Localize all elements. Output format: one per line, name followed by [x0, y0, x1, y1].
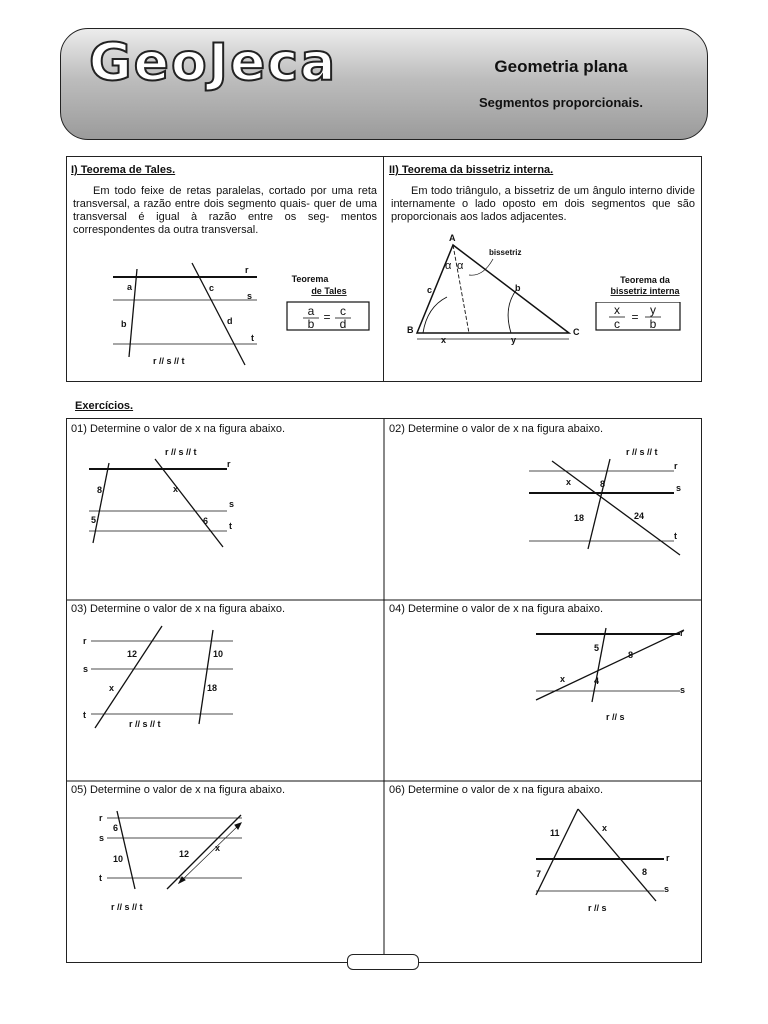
ex06-v1: 11 — [550, 828, 560, 838]
ex03-v1: 12 — [127, 649, 138, 659]
exercise-02-label: 02) Determine o valor de x na figura abaixo. — [389, 423, 604, 435]
ex01-s: s — [229, 499, 235, 509]
bis-formula — [595, 302, 695, 334]
ex06-s: s — [664, 884, 670, 894]
tales-label-a: a — [127, 282, 133, 292]
ex06-r: r — [666, 853, 670, 863]
bis-box-title-2: bissetriz interna — [610, 286, 680, 296]
ex06-v4: 8 — [642, 867, 648, 877]
ex03-v2: 10 — [213, 649, 224, 659]
ex06-v3: 7 — [536, 869, 542, 879]
ex02-v1: x — [566, 477, 572, 487]
ex06-note: r // s — [588, 903, 607, 913]
exercise-06-label: 06) Determine o valor de x na figura abaixo. — [389, 784, 604, 796]
ex05-v3: 12 — [179, 849, 190, 859]
ex02-v3: 18 — [574, 513, 585, 523]
ex05-v2: 10 — [113, 854, 124, 864]
tales-title: I) Teorema de Tales. — [71, 164, 176, 176]
logo: GeoJeca — [89, 33, 338, 93]
ex02-s: s — [676, 483, 682, 493]
ex01-r: r — [227, 459, 231, 469]
ex04-note: r // s — [606, 712, 625, 722]
bis-formula-d1: c — [614, 317, 620, 331]
ex01-note: r // s // t — [165, 447, 197, 457]
ex05-s: s — [99, 833, 105, 843]
tales-label-c: c — [209, 283, 215, 293]
bis-label-bissetriz: bissetriz — [489, 248, 522, 257]
exercise-05-label: 05) Determine o valor de x na figura abaixo. — [71, 784, 286, 796]
ex02-r: r — [674, 461, 678, 471]
bissetriz-text: Em todo triângulo, a bissetriz de um ângulo interno divide internamente o lado oposto em dois segmentos que são proporcionais aos lados adjacentes. — [391, 185, 695, 223]
bis-label-B: B — [407, 325, 414, 335]
bis-label-b: b — [515, 283, 521, 293]
ex06-v2: x — [602, 823, 608, 833]
ex01-t: t — [229, 521, 232, 531]
ex03-r: r — [83, 636, 87, 646]
page-tab — [347, 954, 419, 970]
ex01-v1: 8 — [97, 485, 103, 495]
tales-box-title-1: Teorema — [291, 274, 329, 284]
ex05-note: r // s // t — [111, 902, 143, 912]
bissetriz-figure — [383, 157, 701, 381]
ex05-t: t — [99, 873, 102, 883]
ex05-v4: x — [215, 843, 221, 853]
bis-label-x: x — [441, 335, 447, 345]
bis-formula-d2: b — [649, 317, 657, 331]
tales-label-b: b — [121, 319, 127, 329]
ex04-r: r — [680, 628, 684, 638]
tales-label-t: t — [251, 333, 254, 343]
tales-formula-n1: a — [307, 304, 315, 318]
tales-formula-d2: d — [339, 317, 347, 331]
tales-formula-n2: c — [340, 304, 346, 318]
ex01-v3: x — [173, 484, 179, 494]
ex04-v1: 5 — [594, 643, 600, 653]
tales-box-title-2: de Tales — [311, 286, 347, 296]
bissetriz-title: II) Teorema da bissetriz interna. — [389, 164, 554, 176]
ex04-s: s — [680, 685, 686, 695]
svg-text:=: = — [323, 310, 331, 324]
svg-text:=: = — [631, 310, 639, 324]
page-header — [60, 28, 708, 140]
ex03-v4: 18 — [207, 683, 218, 693]
exercise-04-figure — [384, 600, 701, 781]
tales-figure — [67, 157, 383, 381]
ex02-t: t — [674, 531, 677, 541]
tales-text: Em todo feixe de retas paralelas, cortado por uma reta transversal, a razão entre dois segmento quais- quer de uma transversal é igual à razão entre os seg- mentos correspondentes da outra transversal. — [73, 185, 377, 236]
bis-label-c: c — [427, 285, 433, 295]
bis-formula-n2: y — [650, 303, 656, 317]
ex02-v4: 24 — [634, 511, 645, 521]
exercise-03-label: 03) Determine o valor de x na figura abaixo. — [71, 603, 286, 615]
ex01-v4: 6 — [203, 516, 209, 526]
ex03-s: s — [83, 664, 89, 674]
exercises-title: Exercícios. — [75, 400, 134, 412]
ex03-t: t — [83, 710, 86, 720]
bis-label-A: A — [449, 233, 456, 243]
tales-label-d: d — [227, 316, 233, 326]
bis-label-C: C — [573, 327, 580, 337]
ex03-v3: x — [109, 683, 115, 693]
tales-formula-d1: b — [307, 317, 315, 331]
ex04-v4: 4 — [594, 676, 600, 686]
exercise-01-figure — [67, 419, 384, 600]
theory-box — [66, 156, 702, 382]
bis-alpha-2: α — [457, 260, 464, 272]
ex04-v2: 8 — [628, 650, 634, 660]
ex05-r: r — [99, 813, 103, 823]
exercise-05-figure — [67, 781, 384, 962]
page-title: Geometria plana — [494, 57, 628, 76]
exercise-06-figure — [384, 781, 701, 962]
ex01-v2: 5 — [91, 515, 97, 525]
exercise-03-figure — [67, 600, 384, 781]
exercise-02-figure — [384, 419, 701, 600]
bis-alpha-1: α — [445, 260, 452, 272]
bis-box-title-1: Teorema da — [620, 275, 670, 285]
ex02-note: r // s // t — [626, 447, 658, 457]
bis-formula-n1: x — [614, 303, 620, 317]
exercise-04-label: 04) Determine o valor de x na figura abaixo. — [389, 603, 604, 615]
bis-label-y: y — [511, 335, 517, 345]
ex03-note: r // s // t — [129, 719, 161, 729]
tales-label-s: s — [247, 291, 253, 301]
ex04-v3: x — [560, 674, 566, 684]
exercise-grid — [66, 418, 702, 963]
exercise-01-label: 01) Determine o valor de x na figura abaixo. — [71, 423, 286, 435]
tales-label-parallel: r // s // t — [153, 356, 185, 366]
ex02-v2: 8 — [600, 479, 606, 489]
tales-label-r: r — [245, 265, 249, 275]
page-subtitle: Segmentos proporcionais. — [479, 95, 643, 110]
ex05-v1: 6 — [113, 823, 119, 833]
